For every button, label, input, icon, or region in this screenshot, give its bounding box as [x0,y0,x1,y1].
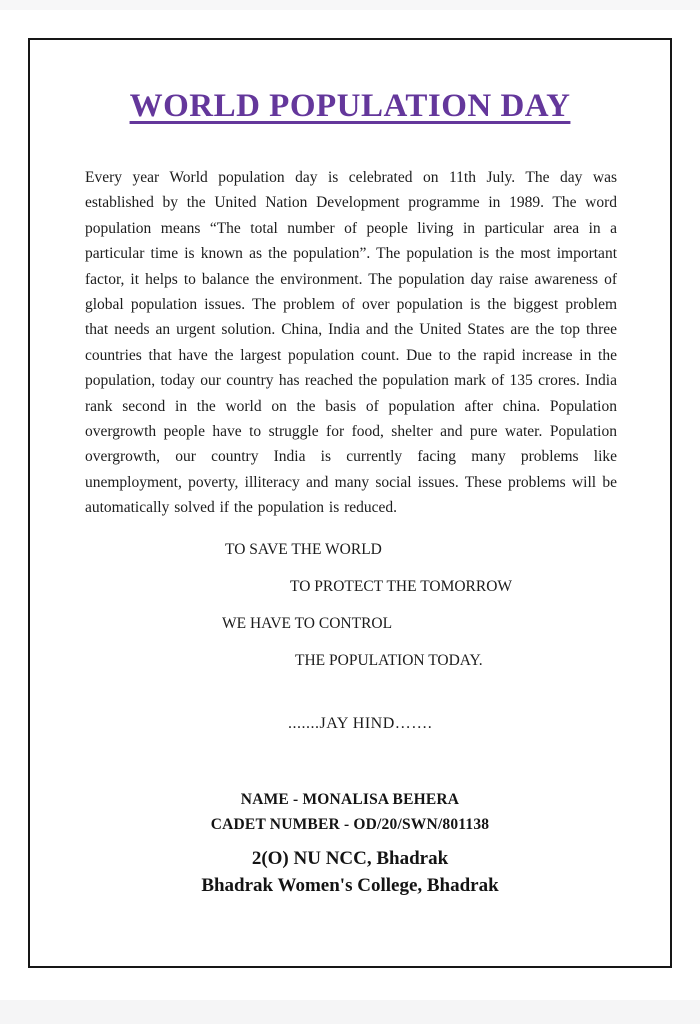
signature-college: Bhadrak Women's College, Bhadrak [201,874,499,896]
slogan-line-1: TO SAVE THE WORLD [225,540,382,558]
document-title: WORLD POPULATION DAY [129,88,571,124]
slogan-line-2: TO PROTECT THE TOMORROW [290,577,513,595]
document-page-frame [28,38,672,968]
slogan-line-4: THE POPULATION TODAY. [295,651,483,669]
signature-unit: 2(O) NU NCC, Bhadrak [251,847,449,869]
page-gutter-top [0,0,700,10]
signature-name: NAME - MONALISA BEHERA [240,790,460,808]
essay-paragraph: Every year World population day is celebrated on 11th July. The day was established by the United Nation Development programme in 1989. The word population means “The total number of people living in particular area in a particular time is known as the population”. The population is the most important factor, it helps to balance the environment. The population day raise awareness of global population issues. The problem of over population is the biggest problem that needs an urgent solution. China, India and the United States are the top three countries that have the largest population count. Due to the rapid increase in the population, today our country has reached the population mark of 135 crores. India rank second in the world on the basis of population after china. Population overgrowth people have to struggle for food, shelter and pure water. Population overgrowth, our country India is currently facing many problems like unemployment, poverty, illiteracy and many social issues. These problems will be automatically solved if the population is reduced. [85,169,617,517]
slogan-block [30,539,670,671]
signature-cadet-number: CADET NUMBER - OD/20/SWN/801138 [210,815,490,833]
signature-block [30,787,670,899]
salute-line: .......JAY HIND……. [288,714,433,732]
page-gutter-bottom [0,1000,700,1024]
slogan-line-3: WE HAVE TO CONTROL [222,614,393,632]
